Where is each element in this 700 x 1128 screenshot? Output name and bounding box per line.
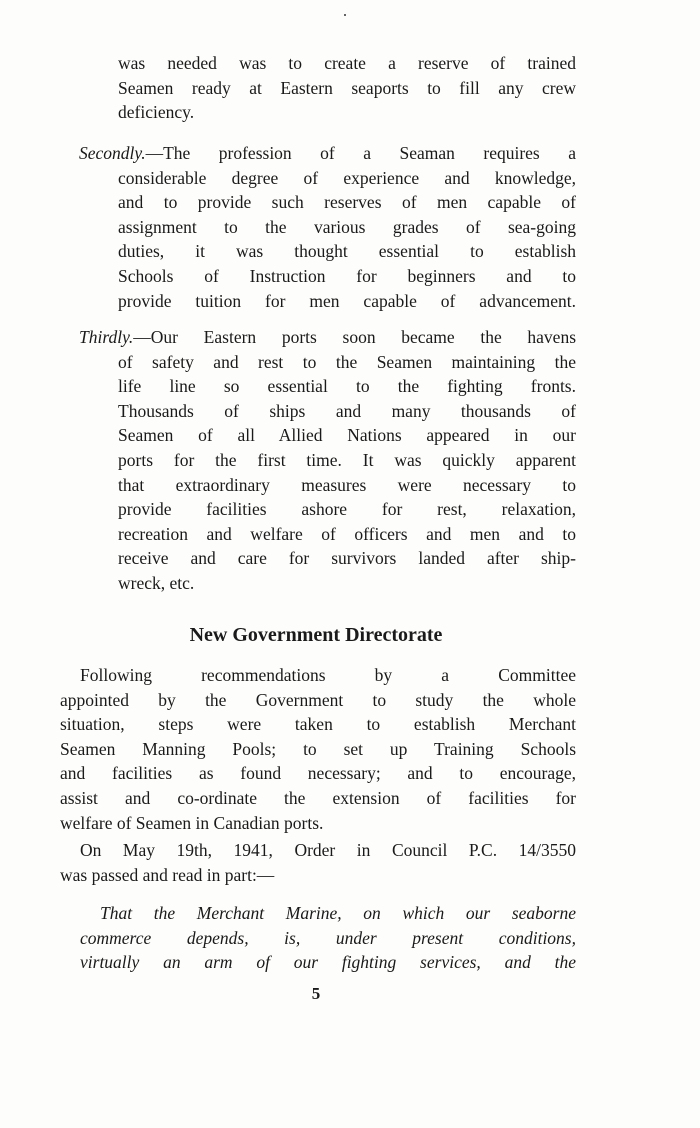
paragraph-intro [118, 51, 576, 125]
section-heading: New Government Directorate [189, 624, 443, 646]
text-span: —The profession of a Seaman requires a [145, 143, 576, 163]
text-line: was needed was to create a reserve of trained [118, 53, 576, 73]
text-line: wreck, etc. [118, 572, 195, 593]
paragraph-thirdly [79, 325, 576, 596]
text-line: assignment to the various grades of sea-going [118, 216, 576, 237]
text-line: commerce depends, is, under present conditions, [80, 927, 576, 948]
text-line: and to provide such reserves of men capable of [118, 192, 576, 213]
text-line: Following recommendations by a Committee [80, 665, 576, 685]
paragraph-order-in-council [60, 838, 576, 887]
lead-thirdly: Thirdly. [79, 327, 134, 347]
text-line: virtually an arm of our fighting services, and the [80, 952, 576, 973]
text-line: recreation and welfare of officers and men and to [118, 523, 576, 544]
text-line: Thousands of ships and many thousands of [118, 400, 576, 421]
paragraph-secondly [79, 141, 576, 313]
text-line: ports for the first time. It was quickly apparent [118, 449, 576, 470]
text-line: Seamen of all Allied Nations appeared in our [118, 425, 576, 446]
text-line: On May 19th, 1941, Order in Council P.C. 14/3550 [80, 840, 576, 860]
text-line: deficiency. [118, 102, 195, 123]
text-line: receive and care for survivors landed after ship- [118, 548, 576, 569]
text-line: That the Merchant Marine, on which our seaborne [100, 903, 576, 923]
page-number: 5 [311, 984, 321, 1003]
text-line: duties, it was thought essential to establish [118, 241, 576, 262]
text-line: was passed and read in part:— [60, 864, 275, 885]
scan-speck [344, 14, 346, 16]
text-span: —Our Eastern ports soon became the havens [133, 327, 576, 347]
text-line: situation, steps were taken to establish Merchant [60, 714, 576, 735]
text-line: appointed by the Government to study the whole [60, 689, 576, 710]
text-line: considerable degree of experience and knowledge, [118, 167, 576, 188]
quoted-order [80, 901, 576, 975]
text-line: provide tuition for men capable of advancement. [118, 290, 576, 311]
text-line: of safety and rest to the Seamen maintaining the [118, 351, 576, 372]
text-line [79, 325, 576, 350]
text-line: assist and co-ordinate the extension of facilities for [60, 787, 576, 808]
text-line: that extraordinary measures were necessary to [118, 474, 576, 495]
text-line [79, 141, 576, 166]
text-line: Seamen Manning Pools; to set up Training Schools [60, 738, 576, 759]
text-line: Schools of Instruction for beginners and to [118, 265, 576, 286]
text-line: provide facilities ashore for rest, relaxation, [118, 499, 576, 520]
lead-secondly: Secondly. [79, 143, 146, 163]
text-line: Seamen ready at Eastern seaports to fill any crew [118, 77, 576, 98]
text-line: life line so essential to the fighting fronts. [118, 376, 576, 397]
text-line: and facilities as found necessary; and to encourage, [60, 763, 576, 784]
text-line: welfare of Seamen in Canadian ports. [60, 812, 324, 833]
paragraph-following [60, 663, 576, 835]
